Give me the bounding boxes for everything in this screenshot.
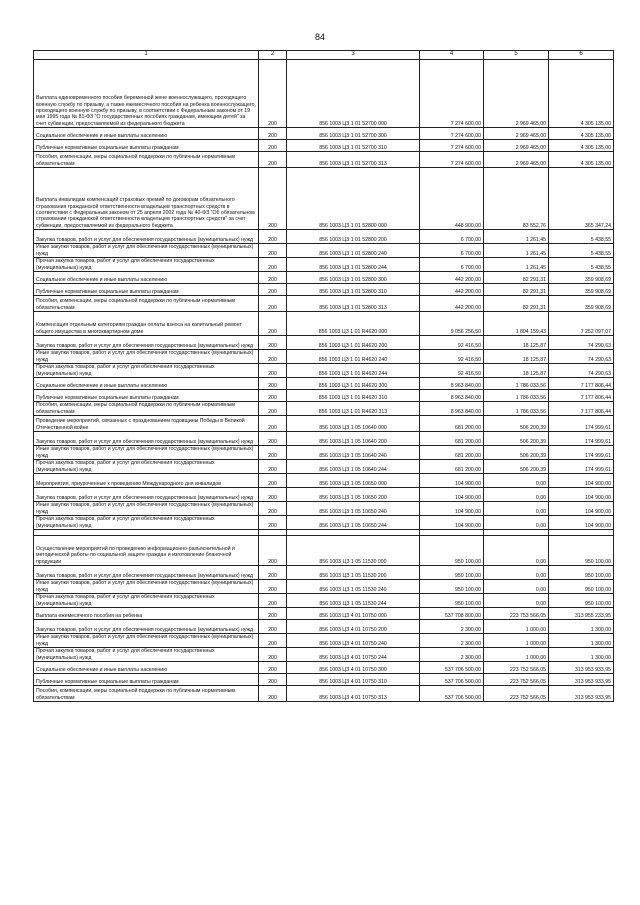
row-executed-amount: 18 125,87 — [484, 336, 549, 350]
row-unexecuted-amount: 5 438,55 — [549, 258, 614, 272]
table-row — [34, 460, 614, 474]
table-row — [34, 140, 614, 152]
table-row — [34, 416, 614, 432]
row-budget-code: 856 1003 ЦЗ 1 01 R4620 313 — [287, 402, 420, 416]
row-budget-code: 856 1003 ЦЗ 1 01 52700 300 — [287, 128, 420, 140]
row-approved-amount: 2 300,00 — [420, 620, 484, 634]
row-label: Иные закупки товаров, работ и услуг для обеспечения государственных (муниципальных) нужд — [34, 502, 259, 516]
row-label: Социальное обеспечение и иные выплаты населению — [34, 662, 259, 674]
row-line-code: 200 — [259, 686, 287, 702]
row-budget-code: 856 1003 ЦЗ 4 01 10750 244 — [287, 648, 420, 662]
table-row — [34, 364, 614, 378]
row-approved-amount: 950 100,00 — [420, 594, 484, 608]
row-label: Пособия, компенсации, меры социальной поддержки по публичным нормативным обязательствам — [34, 686, 259, 702]
row-label: Прочая закупка товаров, работ и услуг для обеспечения государственных (муниципальных) нужд — [34, 594, 259, 608]
row-unexecuted-amount: 7 177 806,44 — [549, 378, 614, 390]
row-unexecuted-amount: 1 300,00 — [549, 634, 614, 648]
row-approved-amount: 92 416,50 — [420, 350, 484, 364]
row-unexecuted-amount: 74 290,63 — [549, 350, 614, 364]
row-label: Публичные нормативные социальные выплаты гражданам — [34, 674, 259, 686]
row-executed-amount: 223 752 566,05 — [484, 686, 549, 702]
row-unexecuted-amount: 950 100,00 — [549, 580, 614, 594]
row-budget-code: 856 1003 ЦЗ 1 01 52700 000 — [287, 60, 420, 128]
table-row — [34, 390, 614, 402]
row-unexecuted-amount: 365 347,24 — [549, 168, 614, 230]
row-unexecuted-amount: 313 953 933,95 — [549, 686, 614, 702]
header-row — [34, 51, 614, 60]
row-unexecuted-amount: 359 908,69 — [549, 296, 614, 312]
table-row — [34, 620, 614, 634]
row-budget-code: 856 1003 ЦЗ 4 01 10750 200 — [287, 620, 420, 634]
row-budget-code: 856 1003 ЦЗ 1 01 R4620 000 — [287, 312, 420, 336]
row-line-code: 200 — [259, 460, 287, 474]
row-executed-amount: 506 200,39 — [484, 446, 549, 460]
row-line-code: 200 — [259, 258, 287, 272]
header-col-2: 2 — [259, 51, 287, 60]
row-executed-amount: 82 291,31 — [484, 284, 549, 296]
row-budget-code: 856 1003 ЦЗ 1 05 10650 244 — [287, 516, 420, 530]
row-executed-amount: 1 786 033,56 — [484, 402, 549, 416]
row-executed-amount: 1 786 033,56 — [484, 378, 549, 390]
row-executed-amount: 0,00 — [484, 566, 549, 580]
row-unexecuted-amount: 74 290,63 — [549, 336, 614, 350]
header-col-4: 4 — [420, 51, 484, 60]
row-label: Прочая закупка товаров, работ и услуг для обеспечения государственных (муниципальных) нужд — [34, 516, 259, 530]
row-line-code: 200 — [259, 336, 287, 350]
row-label: Прочая закупка товаров, работ и услуг для обеспечения государственных (муниципальных) нужд — [34, 648, 259, 662]
row-budget-code: 856 1003 ЦЗ 1 05 11530 240 — [287, 580, 420, 594]
row-label: Социальное обеспечение и иные выплаты населению — [34, 272, 259, 284]
row-executed-amount: 0,00 — [484, 474, 549, 488]
row-approved-amount: 104 900,00 — [420, 502, 484, 516]
table-row — [34, 60, 614, 128]
row-unexecuted-amount: 174 999,61 — [549, 460, 614, 474]
row-approved-amount: 537 706 500,00 — [420, 674, 484, 686]
row-approved-amount: 7 274 600,00 — [420, 60, 484, 128]
row-unexecuted-amount: 4 305 135,00 — [549, 128, 614, 140]
row-budget-code: 856 1003 ЦЗ 4 01 10750 000 — [287, 608, 420, 620]
table-row — [34, 258, 614, 272]
row-line-code: 200 — [259, 272, 287, 284]
row-label: Осуществление мероприятий по проведению информационно-разъяснительной и методической работы по социальной защите граждан и изготовление бланочной продукции — [34, 536, 259, 566]
row-budget-code: 856 1003 ЦЗ 1 05 10640 000 — [287, 416, 420, 432]
row-executed-amount: 1 000,00 — [484, 634, 549, 648]
row-approved-amount: 9 056 256,50 — [420, 312, 484, 336]
row-approved-amount: 6 700,00 — [420, 244, 484, 258]
row-approved-amount: 6 700,00 — [420, 230, 484, 244]
row-unexecuted-amount: 4 305 135,00 — [549, 140, 614, 152]
row-approved-amount: 7 274 600,00 — [420, 128, 484, 140]
row-line-code: 200 — [259, 168, 287, 230]
table-row — [34, 566, 614, 580]
row-executed-amount: 0,00 — [484, 536, 549, 566]
row-label: Иные закупки товаров, работ и услуг для обеспечения государственных (муниципальных) нужд — [34, 446, 259, 460]
table-row — [34, 128, 614, 140]
row-label: Выплата ежемесячного пособия на ребенка — [34, 608, 259, 620]
row-label: Прочая закупка товаров, работ и услуг для обеспечения государственных (муниципальных) нужд — [34, 258, 259, 272]
row-unexecuted-amount: 950 100,00 — [549, 594, 614, 608]
row-approved-amount: 681 200,00 — [420, 416, 484, 432]
row-budget-code: 856 1003 ЦЗ 1 01 52800 240 — [287, 244, 420, 258]
row-line-code: 200 — [259, 674, 287, 686]
row-line-code: 200 — [259, 296, 287, 312]
row-budget-code: 856 1003 ЦЗ 1 05 10650 200 — [287, 488, 420, 502]
row-label: Закупка товаров, работ и услуг для обеспечения государственных (муниципальных) нужд — [34, 230, 259, 244]
row-budget-code: 856 1003 ЦЗ 4 01 10750 240 — [287, 634, 420, 648]
row-executed-amount: 0,00 — [484, 594, 549, 608]
row-executed-amount: 1 000,00 — [484, 620, 549, 634]
row-label: Пособия, компенсации, меры социальной поддержки по публичным нормативным обязательствам — [34, 296, 259, 312]
row-unexecuted-amount: 4 305 135,00 — [549, 152, 614, 168]
table-row — [34, 608, 614, 620]
row-approved-amount: 537 706 500,00 — [420, 662, 484, 674]
row-unexecuted-amount: 104 900,00 — [549, 488, 614, 502]
row-budget-code: 856 1003 ЦЗ 1 01 52800 000 — [287, 168, 420, 230]
row-line-code: 200 — [259, 350, 287, 364]
row-approved-amount: 104 900,00 — [420, 488, 484, 502]
row-executed-amount: 2 969 465,00 — [484, 152, 549, 168]
table-row — [34, 474, 614, 488]
row-approved-amount: 950 100,00 — [420, 536, 484, 566]
row-label: Закупка товаров, работ и услуг для обеспечения государственных (муниципальных) нужд — [34, 566, 259, 580]
header-col-5: 5 — [484, 51, 549, 60]
row-approved-amount: 950 100,00 — [420, 566, 484, 580]
row-executed-amount: 82 291,31 — [484, 272, 549, 284]
row-approved-amount: 8 963 840,00 — [420, 402, 484, 416]
row-label: Пособия, компенсации, меры социальной поддержки по публичным нормативным обязательствам — [34, 152, 259, 168]
row-budget-code: 856 1003 ЦЗ 1 05 10640 244 — [287, 460, 420, 474]
row-line-code: 200 — [259, 378, 287, 390]
header-col-1: 1 — [34, 51, 259, 60]
budget-table — [33, 50, 614, 702]
row-unexecuted-amount: 1 300,00 — [549, 620, 614, 634]
row-line-code: 200 — [259, 60, 287, 128]
row-label: Проведение мероприятий, связанных с празднованием годовщины Победы в Великой Отечественной войне — [34, 416, 259, 432]
row-line-code: 200 — [259, 416, 287, 432]
row-unexecuted-amount: 950 100,00 — [549, 536, 614, 566]
row-budget-code: 856 1003 ЦЗ 1 01 52800 313 — [287, 296, 420, 312]
header-col-3: 3 — [287, 51, 420, 60]
table-row — [34, 378, 614, 390]
row-executed-amount: 2 969 465,00 — [484, 60, 549, 128]
row-label: Компенсация отдельным категориям граждан оплаты взноса на капитальный ремонт общего имущества в многоквартирном доме — [34, 312, 259, 336]
row-executed-amount: 1 261,45 — [484, 230, 549, 244]
row-approved-amount: 7 274 600,00 — [420, 140, 484, 152]
table-row — [34, 446, 614, 460]
row-unexecuted-amount: 104 900,00 — [549, 516, 614, 530]
row-budget-code: 856 1003 ЦЗ 1 01 52800 244 — [287, 258, 420, 272]
row-approved-amount: 7 274 600,00 — [420, 152, 484, 168]
row-executed-amount: 223 753 566,05 — [484, 608, 549, 620]
table-row — [34, 402, 614, 416]
table-row — [34, 152, 614, 168]
table-row — [34, 686, 614, 702]
row-executed-amount: 506 200,39 — [484, 416, 549, 432]
table-row — [34, 580, 614, 594]
table-row — [34, 634, 614, 648]
row-budget-code: 856 1003 ЦЗ 4 01 10750 300 — [287, 662, 420, 674]
row-executed-amount: 0,00 — [484, 502, 549, 516]
page-number: 84 — [314, 32, 325, 42]
table-row — [34, 674, 614, 686]
row-unexecuted-amount: 7 252 097,07 — [549, 312, 614, 336]
row-label: Социальное обеспечение и иные выплаты населению — [34, 128, 259, 140]
row-label: Прочая закупка товаров, работ и услуг для обеспечения государственных (муниципальных) нужд — [34, 364, 259, 378]
row-executed-amount: 223 752 566,05 — [484, 674, 549, 686]
row-line-code: 200 — [259, 536, 287, 566]
row-line-code: 200 — [259, 594, 287, 608]
row-approved-amount: 442 200,00 — [420, 296, 484, 312]
table-row — [34, 168, 614, 230]
row-line-code: 200 — [259, 364, 287, 378]
table-row — [34, 516, 614, 530]
row-unexecuted-amount: 1 300,00 — [549, 648, 614, 662]
row-label: Закупка товаров, работ и услуг для обеспечения государственных (муниципальных) нужд — [34, 488, 259, 502]
row-budget-code: 856 1003 ЦЗ 1 05 10640 240 — [287, 446, 420, 460]
row-line-code: 200 — [259, 634, 287, 648]
table-row — [34, 312, 614, 336]
row-approved-amount: 2 300,00 — [420, 634, 484, 648]
row-line-code: 200 — [259, 662, 287, 674]
row-budget-code: 856 1003 ЦЗ 1 01 R4620 240 — [287, 350, 420, 364]
row-unexecuted-amount: 313 953 933,95 — [549, 662, 614, 674]
table-row — [34, 350, 614, 364]
row-label: Публичные нормативные социальные выплаты гражданам — [34, 390, 259, 402]
row-line-code: 200 — [259, 620, 287, 634]
row-unexecuted-amount: 359 908,69 — [549, 272, 614, 284]
row-unexecuted-amount: 359 908,69 — [549, 284, 614, 296]
table-header — [34, 51, 614, 60]
row-unexecuted-amount: 174 999,61 — [549, 432, 614, 446]
row-approved-amount: 104 900,00 — [420, 516, 484, 530]
row-executed-amount: 1 786 033,56 — [484, 390, 549, 402]
row-line-code: 200 — [259, 128, 287, 140]
row-label: Мероприятия, приуроченные к проведению Международного дня инвалидов — [34, 474, 259, 488]
table-row — [34, 244, 614, 258]
row-approved-amount: 681 200,00 — [420, 460, 484, 474]
table-row — [34, 336, 614, 350]
row-label: Социальное обеспечение и иные выплаты населению — [34, 378, 259, 390]
row-approved-amount: 950 100,00 — [420, 580, 484, 594]
row-approved-amount: 92 416,50 — [420, 336, 484, 350]
row-line-code: 200 — [259, 284, 287, 296]
row-label: Иные закупки товаров, работ и услуг для обеспечения государственных (муниципальных) нужд — [34, 350, 259, 364]
row-line-code: 200 — [259, 446, 287, 460]
row-unexecuted-amount: 7 177 806,44 — [549, 390, 614, 402]
row-label: Прочая закупка товаров, работ и услуг для обеспечения государственных (муниципальных) нужд — [34, 460, 259, 474]
row-label: Иные закупки товаров, работ и услуг для обеспечения государственных (муниципальных) нужд — [34, 580, 259, 594]
row-unexecuted-amount: 950 100,00 — [549, 566, 614, 580]
table-row — [34, 432, 614, 446]
row-executed-amount: 2 969 465,00 — [484, 128, 549, 140]
row-line-code: 200 — [259, 312, 287, 336]
row-executed-amount: 18 125,87 — [484, 364, 549, 378]
row-executed-amount: 18 125,87 — [484, 350, 549, 364]
row-budget-code: 856 1003 ЦЗ 1 01 52700 310 — [287, 140, 420, 152]
row-executed-amount: 506 200,39 — [484, 460, 549, 474]
row-budget-code: 856 1003 ЦЗ 1 05 10640 200 — [287, 432, 420, 446]
row-executed-amount: 82 291,31 — [484, 296, 549, 312]
row-executed-amount: 0,00 — [484, 580, 549, 594]
table-row — [34, 230, 614, 244]
row-unexecuted-amount: 174 999,61 — [549, 446, 614, 460]
header-col-6: 6 — [549, 51, 614, 60]
row-executed-amount: 1 261,45 — [484, 244, 549, 258]
row-budget-code: 856 1003 ЦЗ 1 01 R4620 200 — [287, 336, 420, 350]
row-budget-code: 856 1003 ЦЗ 1 01 52800 200 — [287, 230, 420, 244]
row-line-code: 200 — [259, 244, 287, 258]
row-line-code: 200 — [259, 648, 287, 662]
table-row — [34, 296, 614, 312]
row-approved-amount: 681 200,00 — [420, 432, 484, 446]
table-row — [34, 648, 614, 662]
row-line-code: 200 — [259, 474, 287, 488]
row-budget-code: 856 1003 ЦЗ 1 05 10650 240 — [287, 502, 420, 516]
row-budget-code: 856 1003 ЦЗ 1 05 10650 000 — [287, 474, 420, 488]
row-line-code: 200 — [259, 580, 287, 594]
row-executed-amount: 0,00 — [484, 488, 549, 502]
row-unexecuted-amount: 174 999,61 — [549, 416, 614, 432]
row-line-code: 200 — [259, 390, 287, 402]
table-row — [34, 502, 614, 516]
row-budget-code: 856 1003 ЦЗ 4 01 10750 313 — [287, 686, 420, 702]
row-label: Иные закупки товаров, работ и услуг для обеспечения государственных (муниципальных) нужд — [34, 634, 259, 648]
row-budget-code: 856 1003 ЦЗ 4 01 10750 310 — [287, 674, 420, 686]
row-approved-amount: 448 900,00 — [420, 168, 484, 230]
row-line-code: 200 — [259, 502, 287, 516]
table-row — [34, 272, 614, 284]
row-label: Выплата инвалидам компенсаций страховых премий по договорам обязательного страхования гражданской ответственности владельцев транспортных средств в соответствии с Федеральным законом от 25 апреля 2002 года № 40-ФЗ "Об обязательном страховании гражданской ответственности владельцев транспортных средств" за счет субвенции, предоставляемой из федерального бюджета — [34, 168, 259, 230]
row-line-code: 200 — [259, 230, 287, 244]
row-executed-amount: 1 804 159,43 — [484, 312, 549, 336]
row-line-code: 200 — [259, 152, 287, 168]
row-approved-amount: 537 708 800,00 — [420, 608, 484, 620]
row-approved-amount: 442 200,00 — [420, 284, 484, 296]
table-row — [34, 536, 614, 566]
row-executed-amount: 83 552,76 — [484, 168, 549, 230]
row-label: Закупка товаров, работ и услуг для обеспечения государственных (муниципальных) нужд — [34, 336, 259, 350]
row-label: Иные закупки товаров, работ и услуг для обеспечения государственных (муниципальных) нужд — [34, 244, 259, 258]
row-label: Публичные нормативные социальные выплаты гражданам — [34, 284, 259, 296]
row-budget-code: 856 1003 ЦЗ 1 01 52700 313 — [287, 152, 420, 168]
row-approved-amount: 681 200,00 — [420, 446, 484, 460]
row-executed-amount: 506 200,39 — [484, 432, 549, 446]
row-line-code: 200 — [259, 402, 287, 416]
row-budget-code: 856 1003 ЦЗ 1 05 11530 000 — [287, 536, 420, 566]
row-approved-amount: 2 300,00 — [420, 648, 484, 662]
row-budget-code: 856 1003 ЦЗ 1 01 R4620 310 — [287, 390, 420, 402]
table-row — [34, 488, 614, 502]
row-unexecuted-amount: 313 955 233,95 — [549, 608, 614, 620]
row-budget-code: 856 1003 ЦЗ 1 01 R4620 244 — [287, 364, 420, 378]
row-line-code: 200 — [259, 608, 287, 620]
row-executed-amount: 1 261,45 — [484, 258, 549, 272]
row-unexecuted-amount: 313 953 933,95 — [549, 674, 614, 686]
row-approved-amount: 442 200,00 — [420, 272, 484, 284]
row-label: Закупка товаров, работ и услуг для обеспечения государственных (муниципальных) нужд — [34, 432, 259, 446]
row-approved-amount: 6 700,00 — [420, 258, 484, 272]
row-budget-code: 856 1003 ЦЗ 1 05 11530 244 — [287, 594, 420, 608]
table-row — [34, 662, 614, 674]
row-unexecuted-amount: 104 900,00 — [549, 502, 614, 516]
row-executed-amount: 1 000,00 — [484, 648, 549, 662]
row-unexecuted-amount: 7 177 806,44 — [549, 402, 614, 416]
row-label: Закупка товаров, работ и услуг для обеспечения государственных (муниципальных) нужд — [34, 620, 259, 634]
row-unexecuted-amount: 104 900,00 — [549, 474, 614, 488]
row-line-code: 200 — [259, 516, 287, 530]
row-budget-code: 856 1003 ЦЗ 1 01 R4620 300 — [287, 378, 420, 390]
table-row — [34, 284, 614, 296]
row-approved-amount: 8 963 840,00 — [420, 390, 484, 402]
row-line-code: 200 — [259, 566, 287, 580]
row-budget-code: 856 1003 ЦЗ 1 05 11530 200 — [287, 566, 420, 580]
row-approved-amount: 8 963 840,00 — [420, 378, 484, 390]
row-line-code: 200 — [259, 432, 287, 446]
row-executed-amount: 223 752 566,05 — [484, 662, 549, 674]
row-unexecuted-amount: 5 438,55 — [549, 230, 614, 244]
row-unexecuted-amount: 4 305 135,00 — [549, 60, 614, 128]
row-approved-amount: 104 900,00 — [420, 474, 484, 488]
row-budget-code: 856 1003 ЦЗ 1 01 52800 310 — [287, 284, 420, 296]
table-row — [34, 594, 614, 608]
row-approved-amount: 92 416,50 — [420, 364, 484, 378]
row-executed-amount: 2 969 465,00 — [484, 140, 549, 152]
row-label: Публичные нормативные социальные выплаты гражданам — [34, 140, 259, 152]
row-unexecuted-amount: 5 438,55 — [549, 244, 614, 258]
row-budget-code: 856 1003 ЦЗ 1 01 52800 300 — [287, 272, 420, 284]
row-line-code: 200 — [259, 488, 287, 502]
row-approved-amount: 537 706 500,00 — [420, 686, 484, 702]
row-label: Выплата единовременного пособия беременной жене военнослужащего, проходящего военную службу по призыву, а также ежемесячного пособия на ребенка военнослужащего, проходящего военную службу по призыву, в соответствии с Федеральным законом от 19 мая 1995 года № 81-ФЗ "О государственных пособиях гражданам, имеющим детей" за счет субвенции, предоставляемой из федерального бюджета — [34, 60, 259, 128]
row-label: Пособия, компенсации, меры социальной поддержки по публичным нормативным обязательствам — [34, 402, 259, 416]
row-line-code: 200 — [259, 140, 287, 152]
row-executed-amount: 0,00 — [484, 516, 549, 530]
row-unexecuted-amount: 74 290,63 — [549, 364, 614, 378]
table-body — [34, 60, 614, 702]
